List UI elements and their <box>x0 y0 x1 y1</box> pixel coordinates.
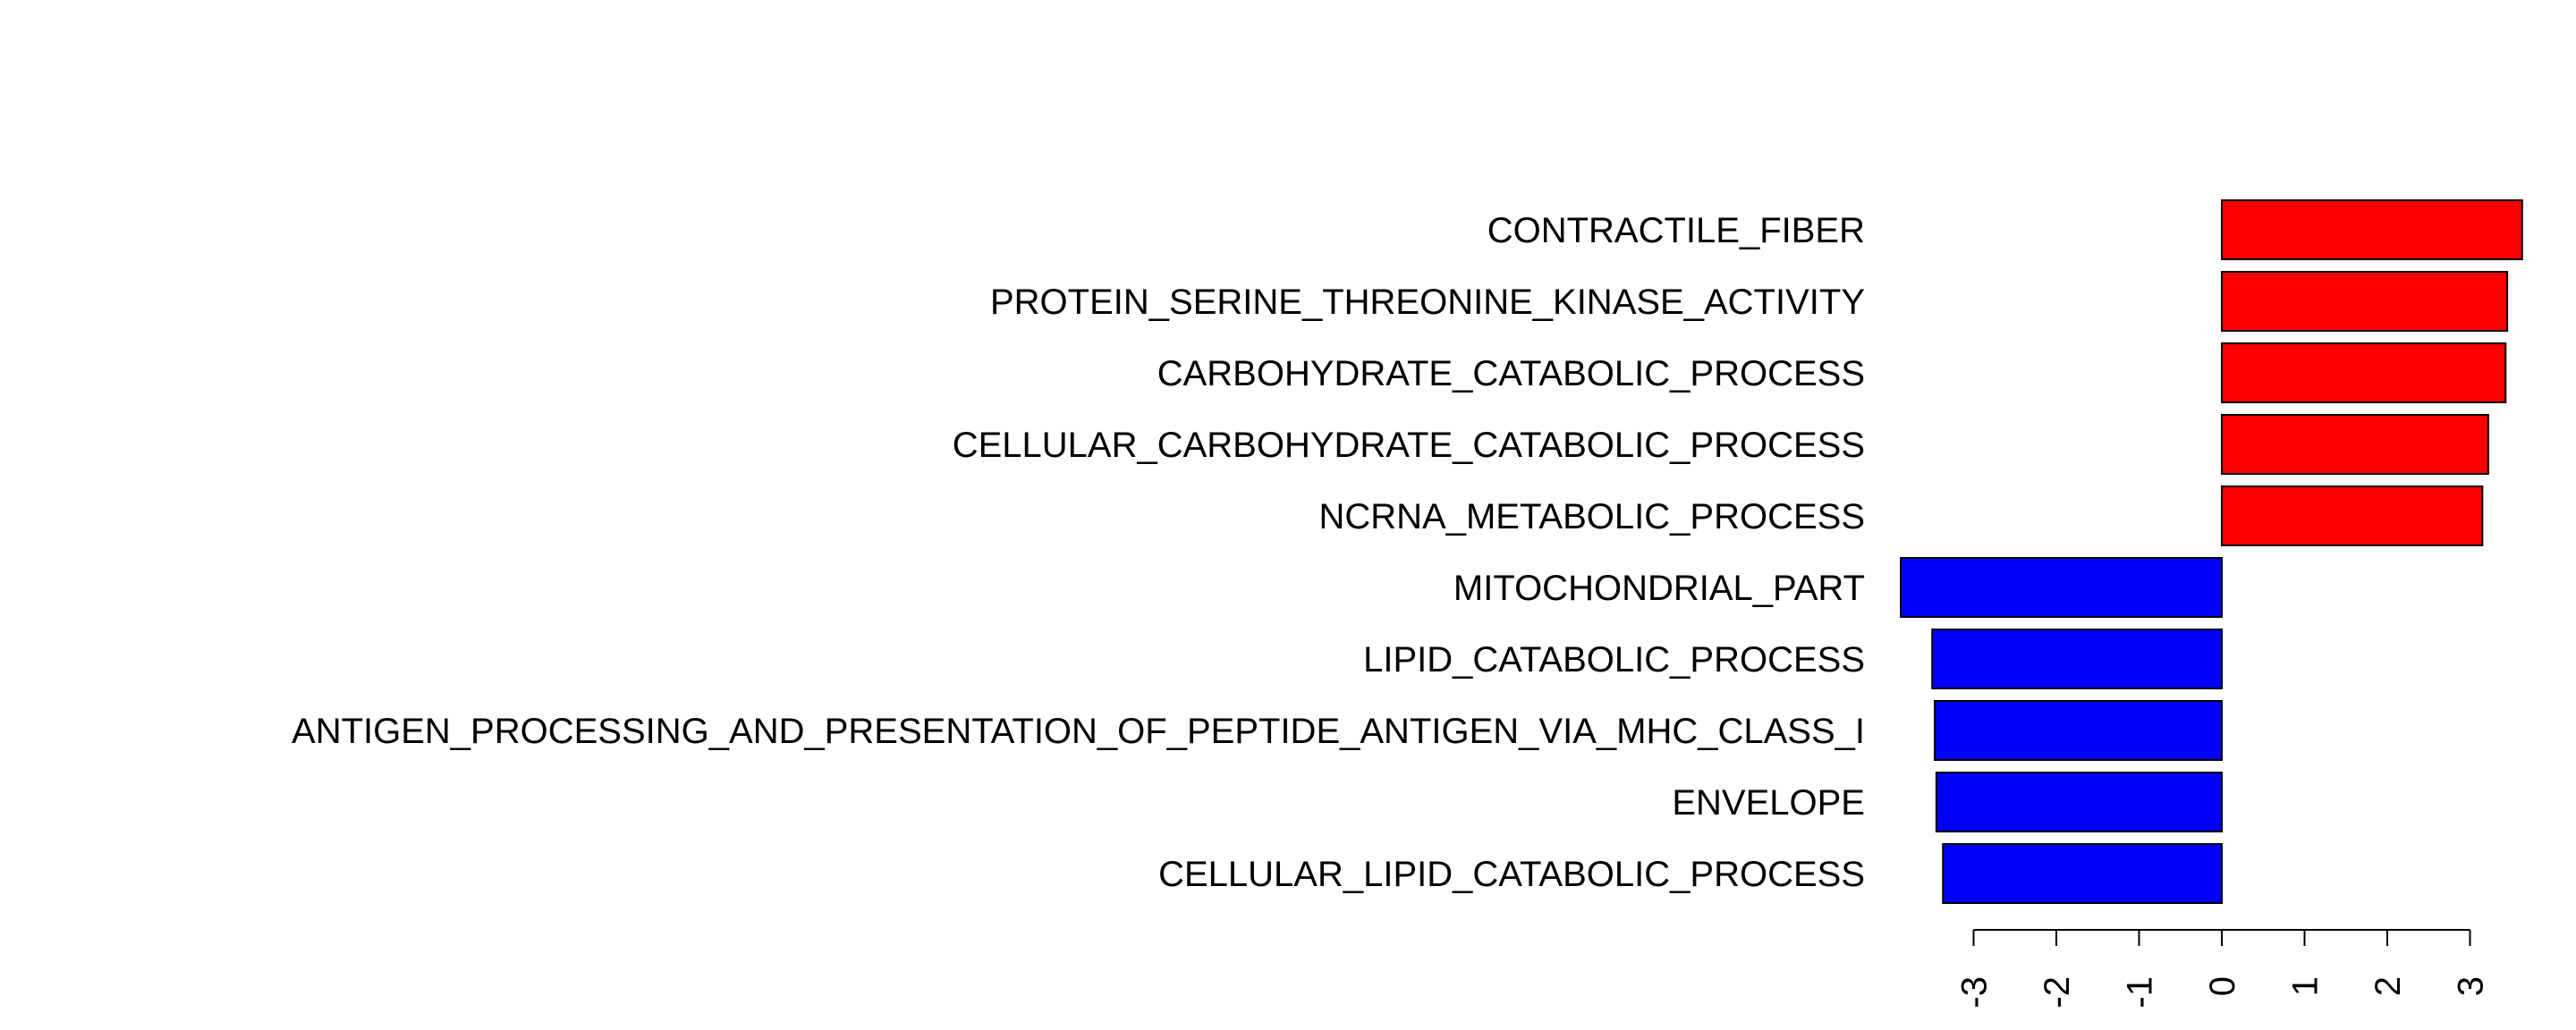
bar-contractile-fiber <box>2222 200 2522 259</box>
bars-layer <box>1901 200 2522 903</box>
x-tick-label: 2 <box>2368 976 2408 997</box>
category-label: CONTRACTILE_FIBER <box>1487 211 1865 250</box>
bar-protein-serine-threonine-kinase-activity <box>2222 272 2507 331</box>
category-label: LIPID_CATABOLIC_PROCESS <box>1363 640 1865 680</box>
category-label: CELLULAR_LIPID_CATABOLIC_PROCESS <box>1158 855 1865 894</box>
x-axis <box>1955 930 2491 1009</box>
category-label: CELLULAR_CARBOHYDRATE_CATABOLIC_PROCESS <box>952 426 1865 465</box>
bar-cellular-carbohydrate-catabolic-process <box>2222 415 2488 474</box>
category-labels <box>292 211 1865 894</box>
bar-ncrna-metabolic-process <box>2222 486 2482 545</box>
category-label: PROTEIN_SERINE_THREONINE_KINASE_ACTIVITY <box>989 283 1865 322</box>
category-label: CARBOHYDRATE_CATABOLIC_PROCESS <box>1157 354 1865 393</box>
bar-mitochondrial-part <box>1901 558 2222 617</box>
x-tick-label: 1 <box>2285 976 2326 997</box>
category-label: NCRNA_METABOLIC_PROCESS <box>1318 497 1865 536</box>
x-tick-label: -2 <box>2038 976 2077 1009</box>
bar-antigen-processing-and-presentation-of-peptide-antigen-via-mhc-class-i <box>1935 701 2222 760</box>
bar-carbohydrate-catabolic-process <box>2222 343 2505 402</box>
category-label: ENVELOPE <box>1672 783 1865 823</box>
x-tick-label: 0 <box>2203 976 2242 997</box>
bar-lipid-catabolic-process <box>1932 629 2222 688</box>
x-tick-label: -3 <box>1954 976 1995 1009</box>
x-tick-label: -1 <box>2120 976 2160 1009</box>
x-tick-label: 3 <box>2451 976 2491 997</box>
category-label: ANTIGEN_PROCESSING_AND_PRESENTATION_OF_PEPTIDE_ANTIGEN_VIA_MHC_CLASS_I <box>292 712 1865 751</box>
bar-cellular-lipid-catabolic-process <box>1943 844 2222 903</box>
category-label: MITOCHONDRIAL_PART <box>1453 569 1865 608</box>
bar-envelope <box>1936 772 2222 832</box>
